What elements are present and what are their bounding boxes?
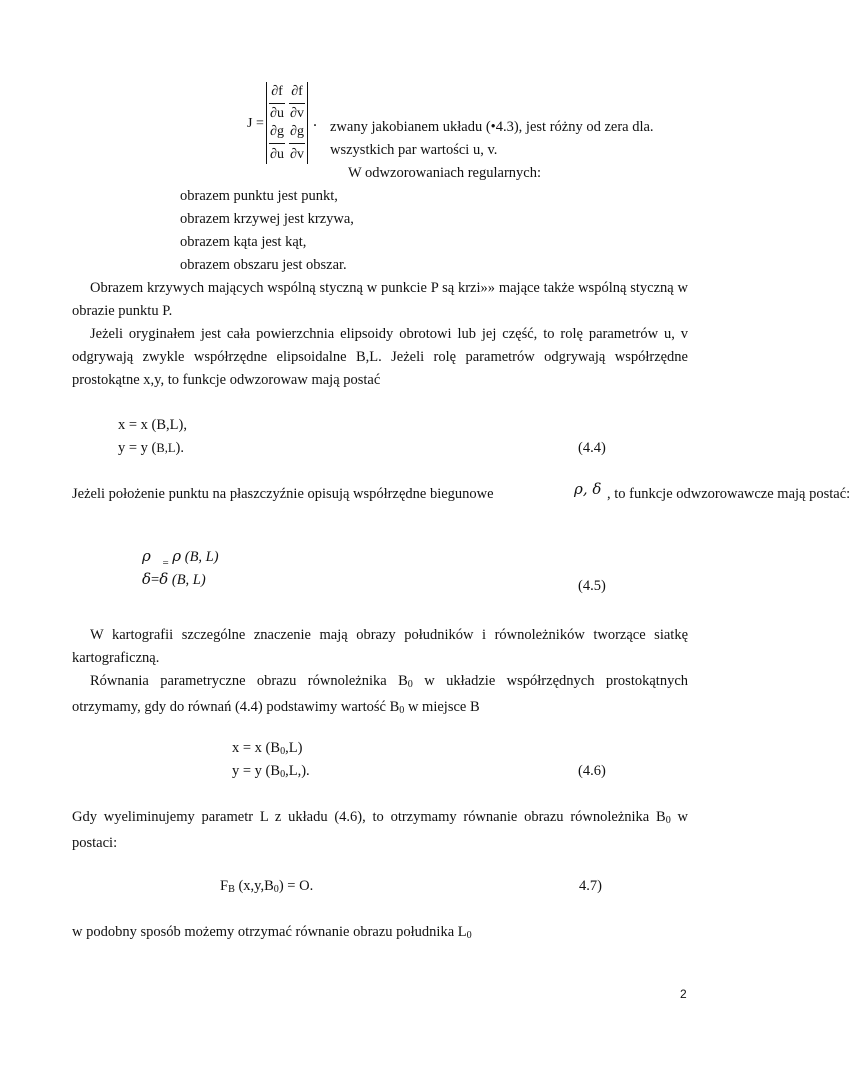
jac-df2: ∂f [291, 84, 303, 99]
list-item: obrazem punktu jest punkt, [180, 188, 338, 204]
eq-args: (B, L) [171, 572, 206, 588]
jacobian-text-2: wszystkich par wartości u, v. [330, 142, 498, 158]
eq-4-4-line1: x = x (B,L), [118, 417, 187, 433]
jac-dg2: ∂g [290, 124, 304, 139]
frac-line [289, 103, 305, 104]
polar-text: Jeżeli położenie punktu na płaszczyźnie opisują współrzędne biegunowe [72, 486, 494, 502]
subscript: 0 [280, 746, 286, 757]
paragraph-tangent: Obrazem krzywych mających wspólną styczną w punkcie P są krzi»» mające także wspólną styczną w obrazie punktu P. [72, 280, 688, 319]
eq-4-7-number: 4.7) [579, 878, 602, 894]
jac-du: ∂u [270, 106, 284, 121]
paragraph-parallel [72, 670, 688, 722]
eq-4-6-line1 [232, 741, 302, 757]
eq-part: ,L) [285, 740, 303, 756]
eq-4-7 [220, 879, 313, 895]
list-item: obrazem obszaru jest obszar. [180, 257, 347, 273]
para-part: Gdy wyeliminujemy parametr L z układu (4.6), to otrzymamy równanie obrazu równoleżnika B [72, 809, 666, 825]
eq-sign: = [151, 572, 160, 588]
eq-4-5-number: (4.5) [578, 578, 606, 594]
rho-symbol: ρ [142, 547, 151, 565]
jacobian-text-1: zwany jakobianem układu (•4.3), jest różny od zera dla. [330, 119, 654, 135]
rho-symbol: ρ [172, 547, 182, 565]
jac-du2: ∂u [270, 147, 284, 162]
jac-dv: ∂v [290, 106, 304, 121]
frac-line [269, 143, 285, 144]
para-part: w postaci: [72, 809, 688, 851]
subscript: 0 [273, 884, 279, 895]
page-number: 2 [680, 987, 687, 1001]
eq-sign: = [162, 557, 169, 569]
eq-part: ). [175, 440, 184, 456]
jacobian-label: J = [247, 116, 264, 131]
frac-line [289, 143, 305, 144]
polar-symbols: ρ, δ [574, 480, 602, 498]
list-item: obrazem krzywej jest krzywa, [180, 211, 354, 227]
frac-line [269, 103, 285, 104]
jac-dg: ∂g [270, 124, 284, 139]
eq-part: y = y ( [118, 440, 157, 456]
list-item: obrazem kąta jest kąt, [180, 234, 307, 250]
para-part: Równania parametryczne obrazu równoleżnika B [90, 673, 408, 689]
polar-para-tail: , to funkcje odwzorowawcze mają postać: [607, 486, 850, 502]
eq-args: (B, L) [184, 549, 219, 565]
paragraph-cartography: W kartografii szczególne znaczenie mają obrazy południków i równoleżników tworzące siatkę kartograficzną. [72, 627, 688, 666]
subscript: 0 [280, 769, 286, 780]
subscript: 0 [399, 705, 405, 716]
determinant-bar-right [307, 82, 308, 164]
eq-part: (x,y,B [234, 878, 274, 894]
jac-dv2: ∂v [290, 147, 304, 162]
para-part: w miejsce B [404, 699, 480, 715]
eq-4-5-line1 [142, 547, 219, 569]
para-part: w układzie współrzędnych prostokątnych otrzymamy, gdy do równań (4.4) podstawimy wartość B [72, 673, 688, 715]
jacobian-text-3: W odwzorowaniach regularnych: [348, 165, 541, 181]
paragraph-meridian [72, 925, 472, 941]
jacobian-dot: . [313, 113, 317, 130]
eq-4-6-line2 [232, 764, 310, 780]
delta-symbol: δ [159, 570, 169, 588]
eq-part: B,L [156, 441, 176, 455]
subscript: 0 [407, 679, 413, 690]
paragraph-eliminate [72, 806, 688, 855]
determinant-bar-left [266, 82, 267, 164]
eq-4-4-line2 [118, 441, 184, 456]
eq-part: F [220, 878, 229, 894]
subscript: 0 [665, 815, 671, 826]
eq-4-6-number: (4.6) [578, 763, 606, 779]
eq-part: x = x (B [232, 740, 281, 756]
para-part: w podobny sposób możemy otrzymać równanie obrazu południka L [72, 924, 467, 940]
subscript: B [228, 884, 235, 895]
eq-part: ,L,). [285, 763, 310, 779]
subscript: 0 [466, 930, 472, 941]
paragraph-ellipsoid: Jeżeli oryginałem jest cała powierzchnia elipsoidy obrotowi lub jej część, to rolę parametrów u, v odgrywają zwykle współrzędne elipsoidalne B,L. Jeżeli rolę parametrów odgrywają współrzędne prostokątne x,y, to funkcje odwzorowaw mają postać [72, 326, 688, 388]
eq-4-5-line2 [142, 572, 206, 588]
eq-4-4-number: (4.4) [578, 440, 606, 456]
jac-df: ∂f [271, 84, 283, 99]
eq-part: ) = O. [278, 878, 314, 894]
eq-part: y = y (B [232, 763, 281, 779]
delta-symbol: δ [142, 570, 152, 588]
